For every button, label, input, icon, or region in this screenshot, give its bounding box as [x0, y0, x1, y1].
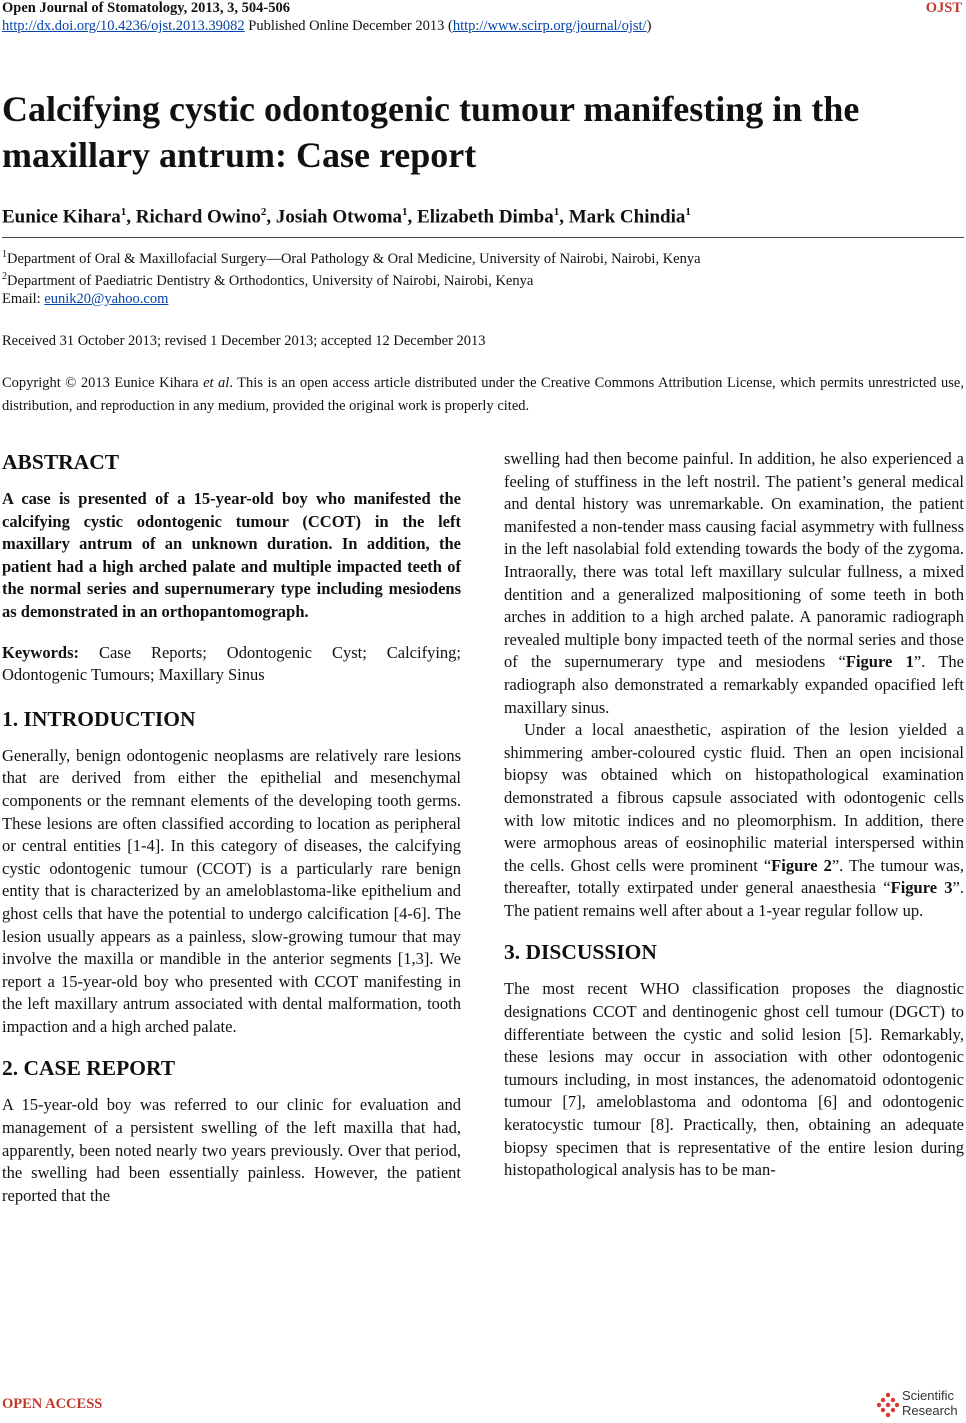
scientific-research-logo: [876, 1388, 964, 1420]
journal-citation: Open Journal of Stomatology, 2013, 3, 504-506: [2, 0, 290, 16]
case-report-heading: 2. CASE REPORT: [2, 1056, 176, 1081]
close-paren: ): [646, 18, 652, 34]
case-text: ”. The tumour was, thereafter, totally extirpated under general anaesthesia “: [504, 855, 964, 898]
affiliation-2: [2, 271, 533, 290]
author-separator: ,: [407, 206, 418, 228]
case-text: ”. The patient remains well after about a 1-year regular follow up.: [504, 878, 964, 920]
affiliation-text: Department of Oral & Maxillofacial Surgery—Oral Pathology & Oral Medicine, University of Nairobi, Nairobi, Kenya: [7, 250, 701, 267]
case-text: ”. The radiograph also demonstrated a remarkably expanded opacified left maxillary sinus.: [504, 652, 964, 717]
affiliation-number: 2: [2, 271, 7, 282]
right-column: [504, 448, 964, 1182]
figure-3-ref: Figure 3: [890, 878, 953, 898]
copyright-et-al: et al: [203, 375, 230, 391]
introduction-heading: 1. INTRODUCTION: [2, 706, 196, 731]
open-access-label: OPEN ACCESS: [2, 1396, 103, 1412]
email-link[interactable]: eunik20@yahoo.com: [44, 291, 169, 307]
author-affiliation-number: 2: [260, 206, 267, 218]
abstract-heading: ABSTRACT: [2, 450, 120, 474]
author-name: Eunice Kihara: [2, 206, 121, 228]
figure-1-ref: Figure 1: [845, 652, 914, 672]
header-divider: [2, 237, 964, 238]
article-title: Calcifying cystic odontogenic tumour manifesting in the maxillary antrum: Case report: [2, 89, 860, 175]
publisher-logo-icon: [876, 1392, 900, 1418]
author-affiliation-number: 1: [553, 206, 560, 218]
author-affiliation-number: 1: [402, 206, 408, 218]
author-affiliation-number: 1: [685, 206, 691, 218]
introduction-body: Generally, benign odontogenic neoplasms are relatively rare lesions that are derived from either the epithelial and mesenchymal components or the remnant elements of the developing tooth germs. These lesions are often classified according to location as peripheral or central entities [1-4]. In this category of diseases, the calcifying cystic odontogenic tumour (CCOT) is a particularly rare benign entity that is characterized by an ameloblastoma-like epithelium and ghost cells that have the potential to undergo calcification [4-6]. The lesion usually appears as a painless, slow-growing tumour that may involve the maxilla or mandible in the anterior segments [1,3]. We report a 15-year-old boy who presented with CCOT manifesting in the left maxillary antrum associated with dental malformation, tooth impaction and a high arched palate.: [2, 745, 461, 1036]
keywords-label: Keywords:: [2, 642, 79, 662]
doi-line: [2, 18, 651, 35]
discussion-heading: 3. DISCUSSION: [504, 940, 657, 965]
copyright-text: Copyright © 2013 Eunice Kihara: [2, 375, 204, 391]
published-text: Published Online December 2013 (: [248, 18, 453, 34]
author-separator: ,: [559, 206, 569, 228]
author-separator: ,: [266, 206, 276, 228]
logo-wordmark: [902, 1388, 966, 1418]
affiliation-text: Department of Paediatric Dentistry & Orthodontics, University of Nairobi, Nairobi, Kenya: [7, 272, 534, 289]
left-column: [2, 448, 461, 1207]
abstract-body: A case is presented of a 15-year-old boy who manifested the calcifying cystic odontogenic tumour (CCOT) in the left maxillary antrum of an unknown duration. In addition, the patient had a high arched palate and multiple impacted teeth of the normal series and supernumerary type including mesiodens as demonstrated in an orthopantomograph.: [2, 489, 461, 621]
discussion-body: The most recent WHO classification proposes the diagnostic designations CCOT and dentinogenic ghost cell tumour (DGCT) to differentiate between the cystic and solid lesion [5]. Remarkably, these lesions may occur in association with other odontogenic tumours including, in most instances, the adenomatoid odontogenic tumour [7], ameloblastoma and odontoma [6] and odontogenic keratocystic tumour [8]. Practically, then, obtaining an adequate biopsy specimen that is representative of the entire lesion during histopathological analysis has to be man-: [504, 979, 964, 1180]
author-name: Elizabeth Dimba: [417, 206, 554, 228]
case-report-paragraph: A 15-year-old boy was referred to our clinic for evaluation and management of a persistent swelling of the left maxilla that had, apparently, been noted nearly two years previously. Over that period, the swelling had been essentially painless. However, the patient reported that the: [2, 1095, 461, 1205]
journal-abbreviation: OJST: [925, 0, 962, 16]
case-report-paragraph-continued: [504, 448, 964, 719]
author-name: Mark Chindia: [568, 206, 686, 228]
affiliation-1: [2, 249, 701, 268]
running-header: [2, 0, 962, 18]
email-line: [2, 291, 168, 308]
copyright-text-cont: . This is an open access article distributed under the Creative Commons Attribution License, which permits unrestricted use, distribution, and reproduction in any medium, provided the original work is properly cited.: [2, 375, 964, 414]
journal-url-link[interactable]: http://www.scirp.org/journal/ojst/: [452, 18, 647, 34]
author-separator: ,: [126, 206, 136, 228]
email-label: Email:: [2, 291, 45, 307]
author-name: Josiah Otwoma: [275, 206, 403, 228]
affiliation-number: 1: [2, 249, 7, 260]
logo-line-1: Scientific: [902, 1388, 955, 1403]
author-affiliation-number: 1: [120, 206, 127, 218]
article-dates: Received 31 October 2013; revised 1 December 2013; accepted 12 December 2013: [2, 333, 486, 349]
keywords-list: Case Reports; Odontogenic Cyst; Calcifying; Odontogenic Tumours; Maxillary Sinus: [2, 642, 461, 685]
doi-link[interactable]: http://dx.doi.org/10.4236/ojst.2013.39082: [2, 18, 245, 34]
figure-2-ref: Figure 2: [771, 855, 832, 875]
logo-line-2: Research: [902, 1403, 958, 1418]
case-text: Under a local anaesthetic, aspiration of the lesion yielded a shimmering amber-coloured cystic fluid. Then an open incisional biopsy was obtained which on histopathological examination demonstrated a fibrous capsule associated with odontogenic cells with low mitotic indices and no pleomorphism. In addition, there were armophous areas of eosinophilic material interspersed within the cells. Ghost cells were prominent “: [504, 720, 964, 875]
author-list: [2, 206, 691, 228]
keywords: [2, 642, 461, 687]
author-name: Richard Owino: [135, 206, 261, 228]
case-report-paragraph-2: [504, 719, 964, 922]
case-text: swelling had then become painful. In addition, he also experienced a feeling of stuffiness in the left nostril. The patient’s general medical and dental history was unremarkable. On examination, the patient manifested a non-tender mass causing facial asymmetry with fullness in the left nasolabial fold extending towards the body of the zygoma. Intraorally, there was total left maxillary sulcular fullness, a mixed dentition and a generalized malpositioning of some teeth in both arches in addition to a high arched palate. A panoramic radiograph revealed multiple bony impacted teeth of the normal series and those of the supernumerary type and mesiodens “: [504, 449, 964, 672]
copyright-notice: [2, 372, 964, 418]
